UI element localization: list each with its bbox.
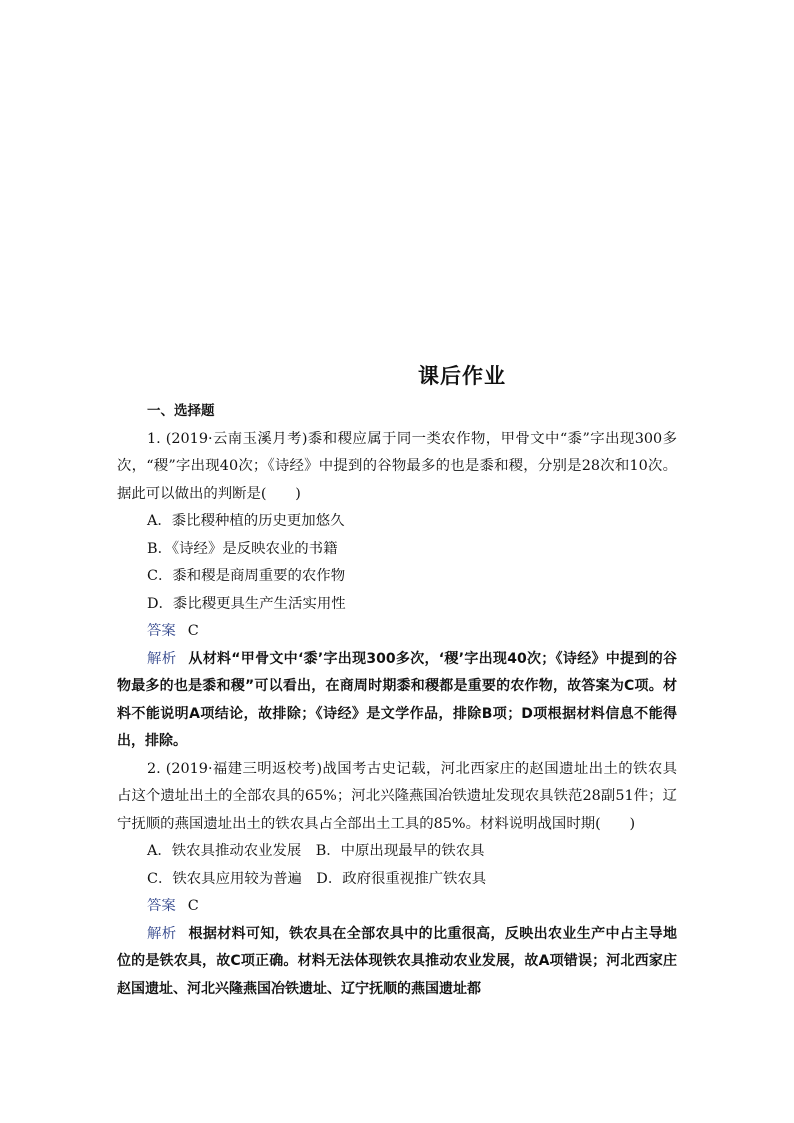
question-2-answer	[117, 893, 677, 921]
question-1-answer	[117, 618, 677, 646]
question-1-option-b: B．《诗经》是反映农业的书籍	[147, 540, 338, 557]
analysis-text: 从材料“甲骨文中‘黍’字出现300多次，‘稷’字出现40次；《诗经》中提到的谷物最多的也是黍和稷”可以看出，在商周时期黍和稷都是重要的农作物，故答案为C项。材料不能说明A项结论，故排除；《诗经》是文学作品，排除B项；D项根据材料信息不能得出，排除。	[117, 650, 677, 749]
question-2-stem: 2. (2019·福建三明返校考)战国考古史记载，河北西家庄的赵国遗址出土的铁农具占这个遗址出土的全部农具的65%；河北兴隆燕国冶铁遗址发现农具铁范28副51件；辽宁抚顺的燕国遗址出土的铁农具占全部出土工具的85%。材料说明战国时期( )	[117, 760, 677, 832]
answer-value: C	[187, 898, 199, 914]
answer-label: 答案	[147, 898, 176, 914]
question-1-option-d: D．黍比稷更具生产生活实用性	[147, 595, 346, 612]
question-1-analysis	[117, 646, 677, 756]
question-1-option-c: C．黍和稷是商周重要的农作物	[147, 568, 346, 584]
analysis-label: 解析	[147, 650, 177, 667]
answer-value: C	[187, 623, 199, 639]
question-1-stem: 1. (2019·云南玉溪月考)黍和稷应属于同一类农作物，甲骨文中“黍”字出现300多次，“稷”字出现40次；《诗经》中提到的谷物最多的也是黍和稷，分别是28次和10次。据此可以做出的判断是( )	[117, 430, 677, 502]
analysis-text: 根据材料可知，铁农具在全部农具中的比重很高，反映出农业生产中占主导地位的是铁农具，故C项正确。材料无法体现铁农具推动农业发展，故A项错误；河北西家庄赵国遗址、河北兴隆燕国冶铁遗址、辽宁抚顺的燕国遗址都	[117, 925, 677, 997]
page-title: 课后作业	[418, 364, 506, 388]
question-2-options-row-2: C．铁农具应用较为普遍 D．政府很重视推广铁农具	[147, 870, 487, 887]
answer-label: 答案	[147, 623, 176, 639]
question-2-options-row-1: A．铁农具推动农业发展 B．中原出现最早的铁农具	[147, 843, 485, 859]
analysis-label: 解析	[147, 925, 177, 942]
question-2-analysis	[117, 921, 677, 1004]
document-body	[117, 398, 677, 1003]
question-1-option-a: A．黍比稷种植的历史更加悠久	[147, 513, 345, 529]
section-heading: 一、选择题	[147, 403, 215, 419]
